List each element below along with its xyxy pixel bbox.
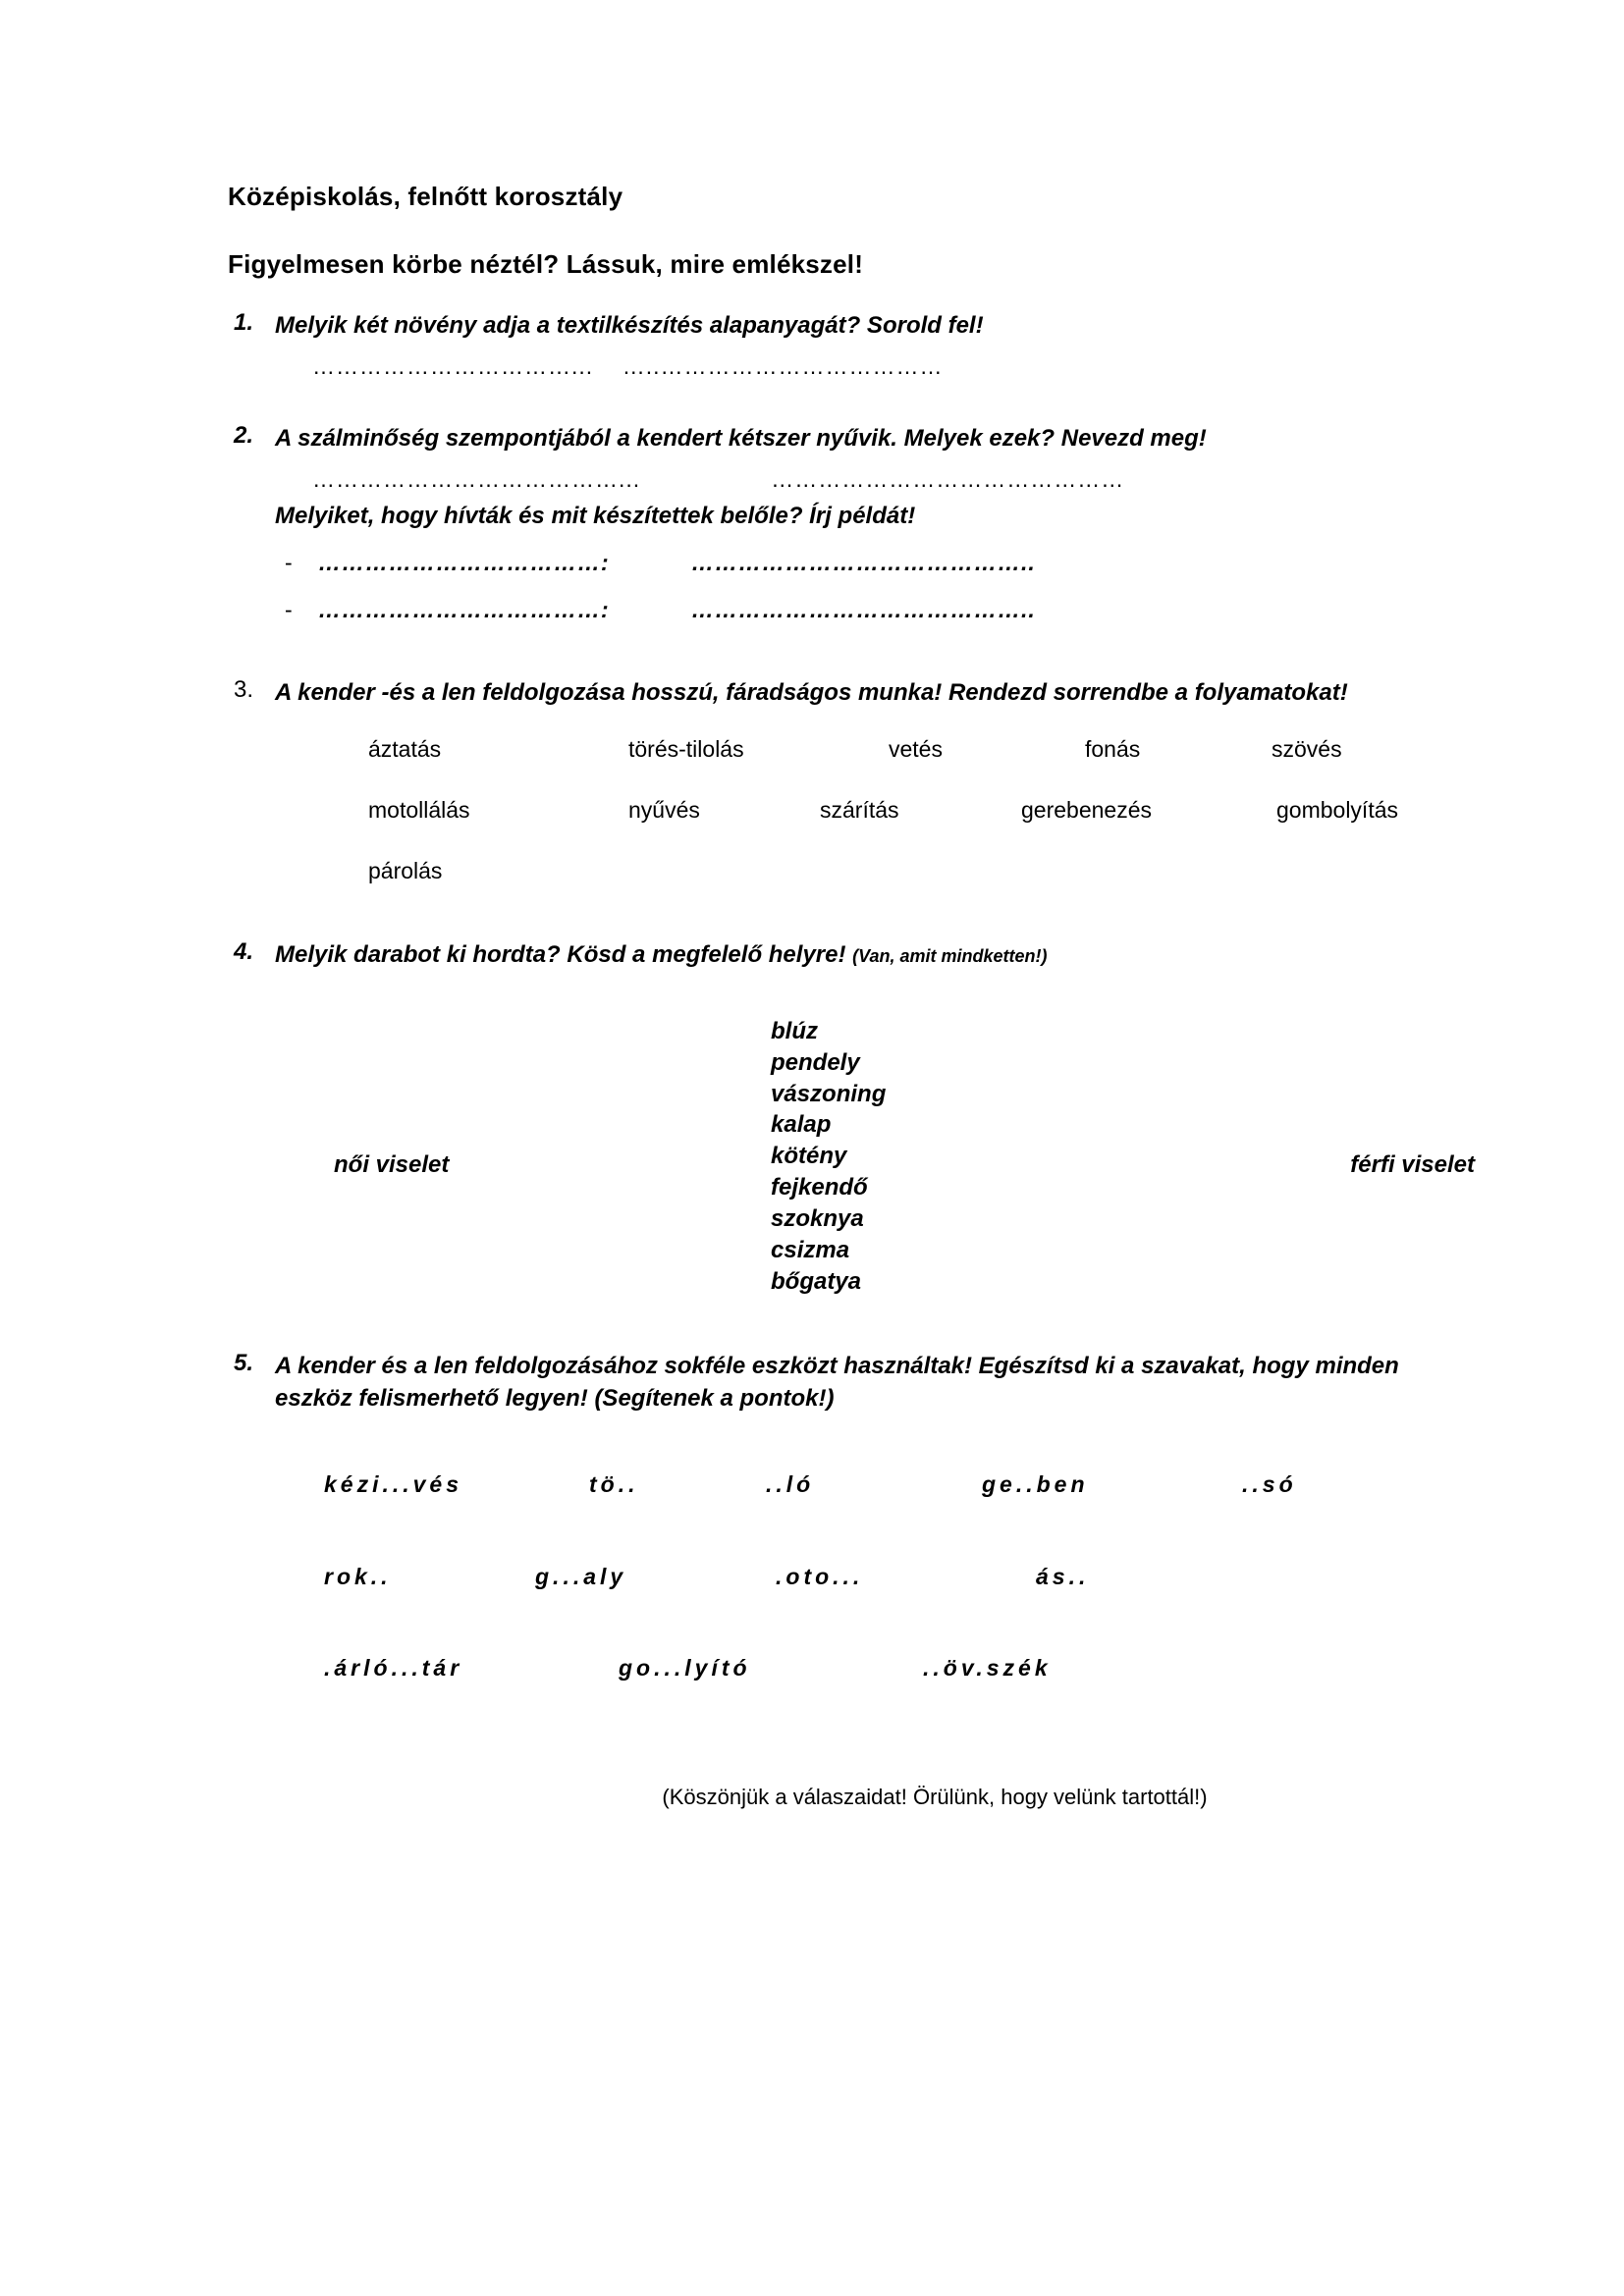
question-3-body — [275, 676, 1475, 916]
puzzle-word-4[interactable]: ge..ben — [982, 1470, 1089, 1497]
question-2-row2-right-blank[interactable]: …………………………………….. — [691, 596, 1036, 622]
word-vetes[interactable]: vetés — [889, 736, 943, 763]
process-words-row-2 — [368, 795, 1475, 827]
puzzle-word-9[interactable]: ás.. — [1036, 1563, 1090, 1589]
item-koteny[interactable]: kötény — [771, 1143, 847, 1170]
item-kalap[interactable]: kalap — [771, 1111, 832, 1139]
word-motollalas[interactable]: motollálás — [368, 797, 470, 824]
word-tores-tilolas[interactable]: törés-tilolás — [628, 736, 744, 763]
question-1-answer-line[interactable]: ……………………………... …..……………………………… — [312, 353, 944, 380]
question-4-body — [275, 938, 1475, 1340]
puzzle-word-10[interactable]: .árló...tár — [324, 1655, 463, 1682]
puzzle-word-6[interactable]: rok.. — [324, 1563, 392, 1589]
page-title: Középiskolás, felnőtt korosztály — [228, 182, 623, 211]
puzzle-row-2 — [324, 1562, 1475, 1593]
process-words-row-3 — [368, 856, 1475, 887]
question-1-number: 1. — [234, 309, 254, 336]
question-4-text: Melyik darabot ki hordta? Kösd a megfelelő helyre! — [275, 940, 846, 968]
process-words-row-1 — [368, 734, 1475, 766]
puzzle-word-2[interactable]: tö.. — [589, 1470, 639, 1497]
question-5 — [228, 1350, 1475, 1745]
question-5-text: A kender és a len feldolgozásához sokféle eszközt használtak! Egészítsd ki a szavakat, hogy minden eszköz felismerhető legyen! (Segítenek a pontok!) — [275, 1352, 1399, 1412]
question-3-text: A kender -és a len feldolgozása hosszú, fáradságos munka! Rendezd sorrendbe a folyamatokat! — [275, 679, 1348, 707]
word-szaritas[interactable]: szárítás — [820, 797, 899, 824]
question-5-number: 5. — [234, 1349, 254, 1376]
item-szoknya[interactable]: szoknya — [771, 1205, 864, 1233]
item-vaszoning[interactable]: vászoning — [771, 1080, 887, 1107]
question-5-body — [275, 1350, 1475, 1745]
puzzle-row-3 — [324, 1653, 1475, 1684]
label-female-costume[interactable]: női viselet — [334, 1150, 450, 1178]
matching-exercise — [275, 1016, 1475, 1340]
question-4-note: (Van, amit mindketten!) — [852, 945, 1048, 966]
puzzle-word-7[interactable]: g...aly — [535, 1563, 627, 1589]
question-4 — [228, 938, 1475, 1340]
puzzle-word-8[interactable]: .oto... — [776, 1563, 864, 1589]
item-pendely[interactable]: pendely — [771, 1048, 860, 1076]
dash-marker: - — [285, 596, 293, 622]
question-2 — [228, 422, 1475, 625]
dash-marker: - — [285, 549, 293, 575]
word-szoves[interactable]: szövés — [1272, 736, 1342, 763]
puzzle-word-12[interactable]: ..öv.szék — [923, 1655, 1052, 1682]
question-1 — [228, 309, 1475, 383]
puzzle-word-1[interactable]: kézi...vés — [324, 1470, 463, 1497]
word-nyuves[interactable]: nyűvés — [628, 797, 700, 824]
question-4-number: 4. — [234, 937, 254, 965]
word-gombolyitas[interactable]: gombolyítás — [1276, 797, 1399, 824]
question-2-answer-line[interactable]: …………………………………... ……………………………………… — [312, 465, 1125, 492]
word-aztatas[interactable]: áztatás — [368, 736, 442, 763]
question-2-text: A szálminőség szempontjából a kendert kétszer nyűvik. Melyek ezek? Nevezd meg! — [275, 424, 1207, 452]
word-fonas[interactable]: fonás — [1085, 736, 1141, 763]
question-2-dash-row-2 — [275, 595, 1475, 626]
puzzle-word-5[interactable]: ..só — [1242, 1470, 1297, 1497]
word-gerebenezes[interactable]: gerebenezés — [1021, 797, 1152, 824]
question-2-row2-left-blank[interactable]: ………………………………: — [318, 596, 610, 622]
question-3 — [228, 676, 1475, 916]
question-2-number: 2. — [234, 421, 254, 449]
process-words-list — [275, 734, 1475, 886]
puzzle-word-11[interactable]: go...lyító — [619, 1655, 751, 1682]
item-fejkendo[interactable]: fejkendő — [771, 1174, 868, 1201]
question-2-body — [275, 422, 1475, 625]
label-male-costume[interactable]: férfi viselet — [1350, 1150, 1475, 1178]
word-parolas[interactable]: párolás — [368, 857, 443, 883]
question-1-body — [275, 309, 1475, 383]
question-2-subtext: Melyiket, hogy hívták és mit készítettek belőle? Írj példát! — [275, 502, 916, 529]
word-completion-exercise — [275, 1469, 1475, 1684]
clothing-items-list — [771, 1016, 886, 1298]
document-content — [228, 182, 1475, 1810]
question-2-row1-left-blank[interactable]: ………………………………: — [318, 549, 610, 575]
item-bogatya[interactable]: bőgatya — [771, 1267, 862, 1295]
question-2-dash-row-1 — [275, 548, 1475, 579]
item-csizma[interactable]: csizma — [771, 1237, 850, 1264]
puzzle-word-3[interactable]: ..ló — [766, 1470, 815, 1497]
item-bluz[interactable]: blúz — [771, 1017, 818, 1044]
question-1-text: Melyik két növény adja a textilkészítés alapanyagát? Sorold fel! — [275, 312, 984, 339]
page-subtitle: Figyelmesen körbe néztél? Lássuk, mire emlékszel! — [228, 249, 864, 279]
question-2-row1-right-blank[interactable]: …………………………………….. — [691, 549, 1036, 575]
puzzle-row-1 — [324, 1469, 1475, 1501]
question-3-number: 3. — [234, 676, 254, 704]
footer-thankyou: (Köszönjük a válaszaidat! Örülünk, hogy velünk tartottál!) — [662, 1785, 1208, 1810]
